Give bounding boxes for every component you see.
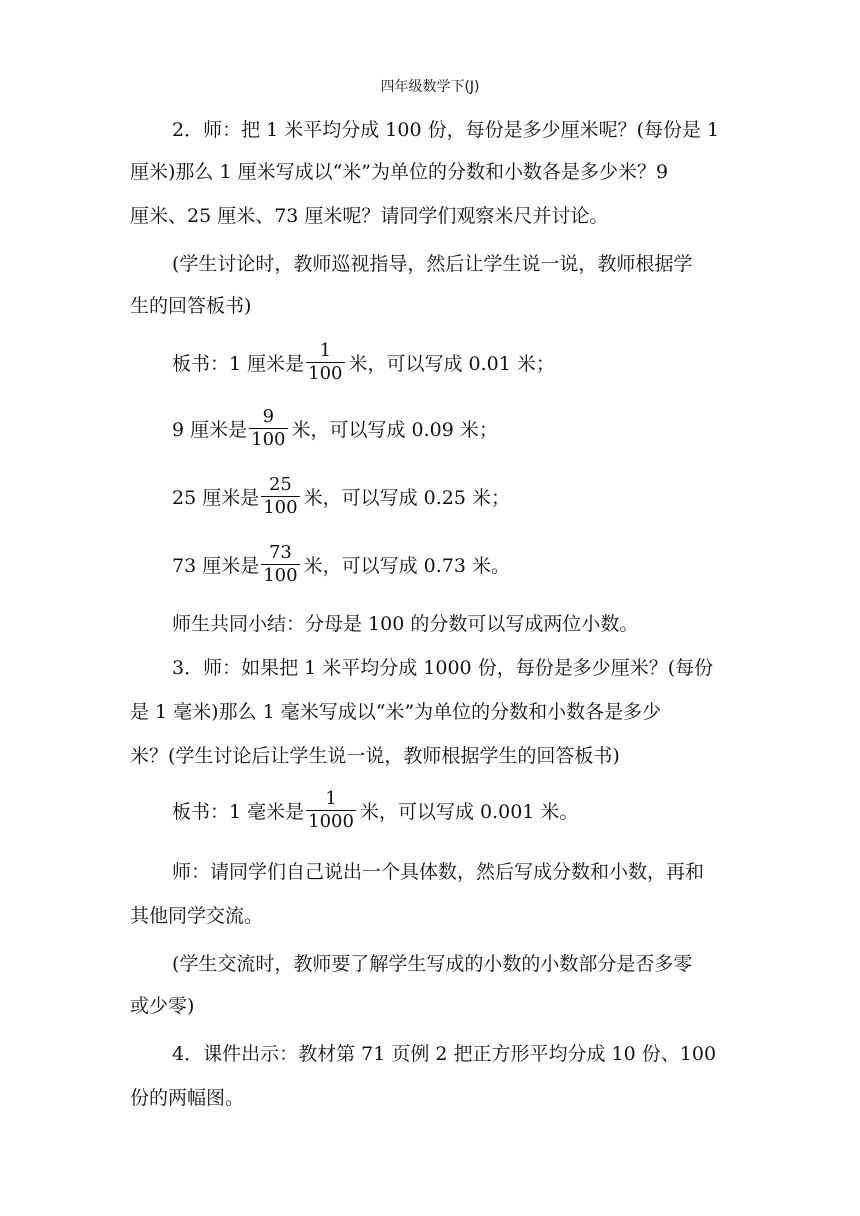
board-line — [172, 788, 738, 833]
board-suffix: 米，可以写成 0.001 米。 — [359, 801, 579, 823]
board-prefix: 25 厘米是 — [172, 487, 260, 509]
fraction-numerator: 1 — [319, 340, 332, 361]
board-line — [172, 406, 738, 451]
board-suffix: 米，可以写成 0.73 米。 — [303, 555, 510, 577]
fraction-numerator: 25 — [268, 474, 292, 495]
fraction-denominator: 1000 — [308, 811, 354, 832]
text-line: 3．师：如果把 1 米平均分成 1000 份，每份是多少厘米？(每份 — [172, 657, 714, 679]
board-prefix: 板书：1 厘米是 — [172, 353, 305, 375]
fraction-numerator: 9 — [262, 406, 275, 427]
text-line: 师：请同学们自己说出一个具体数，然后写成分数和小数，再和 — [172, 861, 705, 883]
text-line: 或少零) — [130, 995, 195, 1017]
board-line — [172, 340, 738, 385]
fraction-numerator: 1 — [325, 788, 337, 809]
board-prefix: 9 厘米是 — [172, 419, 248, 441]
page-header: 四年级数学下(J) — [380, 79, 480, 95]
fraction — [261, 474, 299, 519]
fraction — [261, 542, 299, 587]
board-prefix: 板书：1 毫米是 — [172, 801, 305, 823]
text-line: 师生共同小结：分母是 100 的分数可以写成两位小数。 — [172, 613, 639, 635]
text-line: 是 1 毫米)那么 1 毫米写成以“米”为单位的分数和小数各是多少 — [130, 701, 662, 723]
text-line: 份的两幅图。 — [130, 1087, 245, 1109]
fraction — [306, 340, 344, 385]
board-line — [172, 542, 738, 587]
board-suffix: 米，可以写成 0.09 米； — [291, 419, 498, 441]
board-suffix: 米，可以写成 0.01 米； — [348, 353, 555, 375]
text-line: 厘米)那么 1 厘米写成以“米”为单位的分数和小数各是多少米？9 — [130, 161, 669, 183]
board-suffix: 米，可以写成 0.25 米； — [303, 487, 510, 509]
text-line: 厘米、25 厘米、73 厘米呢？请同学们观察米尺并讨论。 — [130, 205, 609, 227]
text-line: 4．课件出示：教材第 71 页例 2 把正方形平均分成 10 份、100 — [172, 1043, 717, 1065]
fraction-denominator: 100 — [251, 429, 286, 450]
fraction-denominator: 100 — [263, 497, 298, 518]
fraction-denominator: 100 — [263, 565, 298, 586]
text-line: 生的回答板书) — [130, 295, 252, 317]
text-line: 其他同学交流。 — [130, 905, 264, 927]
text-line: (学生讨论时，教师巡视指导，然后让学生说一说，教师根据学 — [172, 253, 693, 275]
fraction-numerator: 73 — [268, 542, 292, 563]
text-line: 米？(学生讨论后让学生说一说，教师根据学生的回答板书) — [130, 745, 620, 767]
fraction — [306, 788, 356, 833]
board-line — [172, 474, 738, 519]
text-line: 2．师：把 1 米平均分成 100 份，每份是多少厘米呢？(每份是 1 — [172, 119, 720, 141]
text-line: (学生交流时，教师要了解学生写成的小数的小数部分是否多零 — [172, 953, 693, 975]
fraction-denominator: 100 — [308, 363, 343, 384]
fraction — [249, 406, 287, 451]
board-prefix: 73 厘米是 — [172, 555, 260, 577]
